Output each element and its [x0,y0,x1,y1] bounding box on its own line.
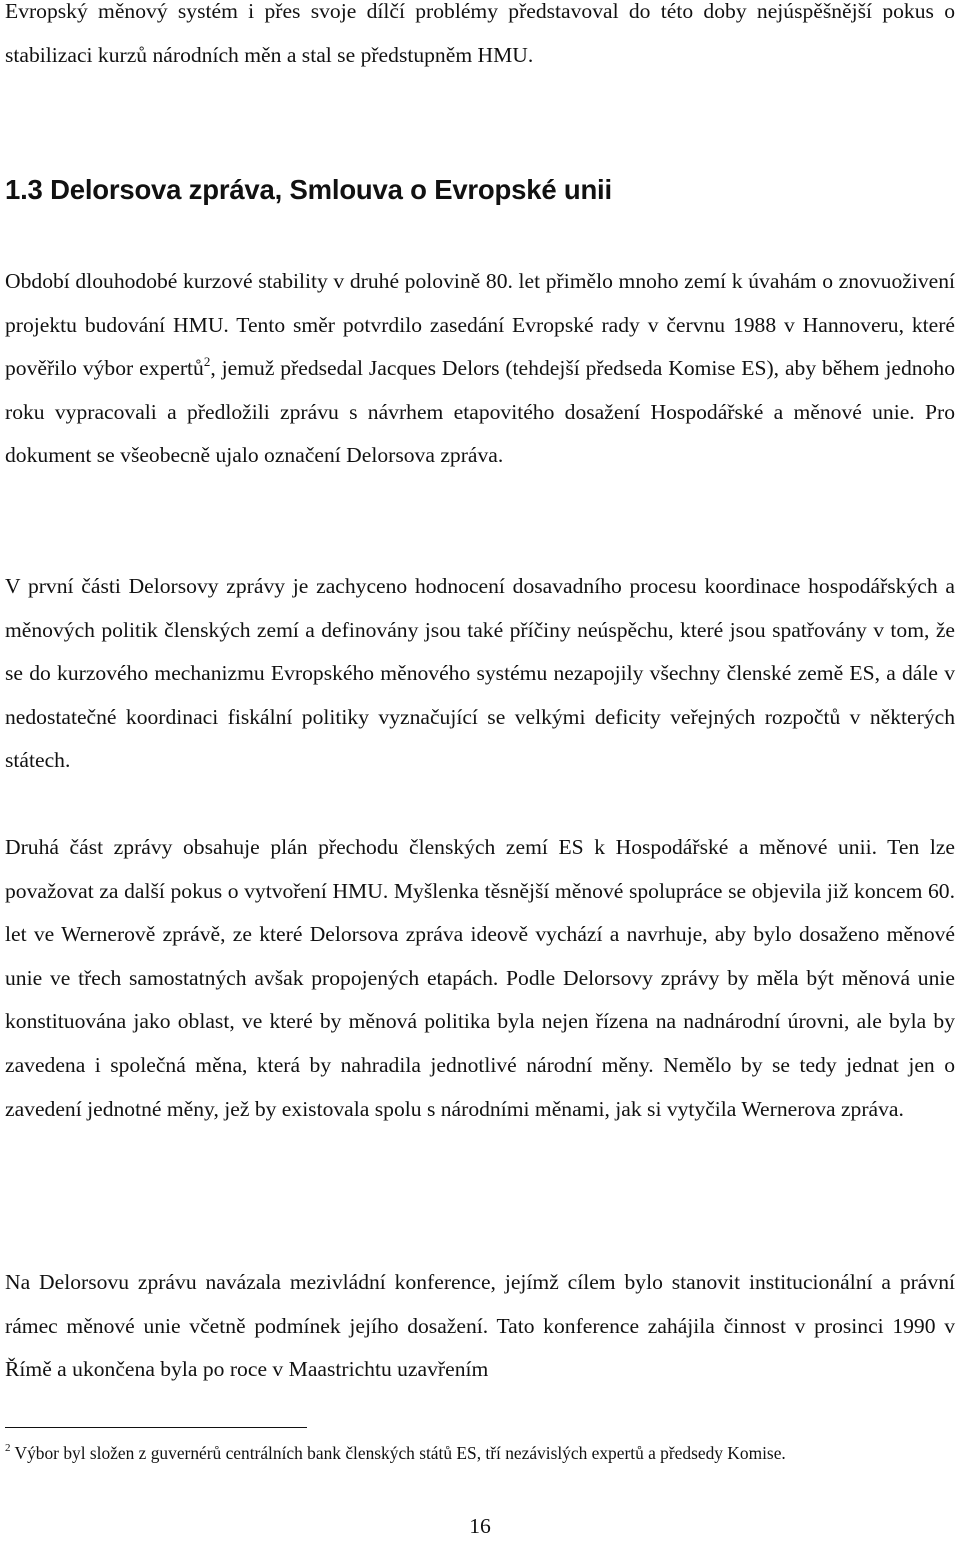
body-paragraph-2: V první části Delorsovy zprávy je zachyceno hodnocení dosavadního procesu koordinace hospodářských a měnových politik členských zemí a definovány jsou také příčiny neúspěchu, které jsou spatřovány v tom, že se do kurzového mechanizmu Evropského měnového systému nezapojily všechny členské země ES, a dále v nedostatečné koordinaci fiskální politiky vyznačující se velkými deficity veřejných rozpočtů v některých státech. [5,574,955,773]
footnote-marker: 2 [5,1442,11,1454]
body-paragraph-1 [5,260,955,478]
footnote-text: Výbor byl složen z guvernérů centrálních bank členských států ES, tří nezávislých expertů a předsedy Komise. [10,1443,786,1463]
footnote-divider [5,1427,307,1428]
page-number: 16 [469,1514,491,1538]
body-paragraph-3: Druhá část zprávy obsahuje plán přechodu členských zemí ES k Hospodářské a měnové unii. Ten lze považovat za další pokus o vytvoření HMU. Myšlenka těsnější měnové spolupráce se objevila již koncem 60. let ve Wernerově zprávě, ze které Delorsova zpráva ideově vychází a navrhuje, aby bylo dosaženo měnové unie ve třech samostatných avšak propojených etapách. Podle Delorsovy zprávy by měla být měnová unie konstituována jako oblast, ve které by měnová politika byla nejen řízena na nadnárodní úrovni, ale byla by zavedena i společná měna, která by nahradila jednotlivé národní měny. Nemělo by se tedy jednat jen o zavedení jednotné měny, jež by existovala spolu s národními měnami, jak si vytyčila Wernerova zpráva. [5,835,955,1121]
paragraph-1-text-start: Období dlouhodobé kurzové stability v druhé polovině 80. let přimělo mnoho zemí k úvahám o znovuoživení projektu budování HMU. Tento směr potvrdilo zasedání Evropské rady v červnu 1988 v Hannoveru, které pověřilo výbor expertů [5,269,955,381]
section-heading: 1.3 Delorsova zpráva, Smlouva o Evropské unii [5,174,612,205]
intro-paragraph: Evropský měnový systém i přes svoje dílčí problémy představoval do této doby nejúspěšnější pokus o stabilizaci kurzů národních měn a stal se předstupněm HMU. [5,0,955,67]
footnote-reference[interactable]: 2 [203,354,211,370]
body-paragraph-4: Na Delorsovu zprávu navázala mezivládní konference, jejímž cílem bylo stanovit institucionální a právní rámec měnové unie včetně podmínek jejího dosažení. Tato konference zahájila činnost v prosinci 1990 v Římě a ukončena byla po roce v Maastrichtu uzavřením [5,1270,955,1382]
footnote [5,1441,955,1465]
paragraph-1-text-end: , jemuž předsedal Jacques Delors (tehdejší předseda Komise ES), aby během jednoho roku vypracovali a předložili zprávu s návrhem etapovitého dosažení Hospodářské a měnové unie. Pro dokument se všeobecně ujalo označení Delorsova zpráva. [5,356,955,468]
